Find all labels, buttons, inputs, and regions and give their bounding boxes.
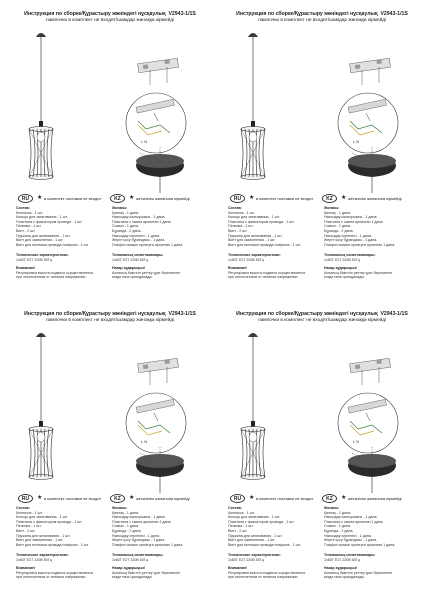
star-icon: ★ [129, 495, 135, 501]
ru-kit-item: Винт для заземления - 1 шт. [16, 538, 64, 543]
kz-warning-line: Аспаның биіктігін реттеу қуат берілмеген [112, 270, 181, 275]
instruction-sheet-top-right [222, 5, 422, 295]
ru-warning [228, 566, 305, 580]
kz-kit-item: Нығыздау шығыршығы - 1 дана. [324, 215, 378, 220]
instruction-sheet-bottom-right [222, 305, 422, 595]
kz-kit-item: Бұранда - 2 дана. [112, 228, 142, 233]
kz-kit-item: Жерге қосу бұрандасы - 1 дана. [324, 238, 378, 243]
kz-warning-heading: Назар аударыңыз! [324, 566, 358, 570]
kz-kit-item: Қалпақ - 1 дана. [324, 210, 351, 215]
ru-warning-line: Регулировка высоты подвеса осуществляется [16, 570, 94, 575]
ru-kit-item: Пелинка - 1 шт. [228, 224, 254, 229]
kz-warning-line: кезде ғана орындалады. [112, 275, 153, 280]
language-flags-row [224, 494, 420, 504]
ru-kit-item: Винт - 2 шт. [16, 228, 36, 233]
sheet-header [10, 11, 210, 24]
kz-kit-list [324, 206, 395, 247]
ru-badge: RU [18, 494, 33, 503]
svg-text:L N: L N [353, 139, 360, 144]
sheet-title: Инструкция по сборке/Құрастыру жөніндегі нұсқаулық [24, 11, 166, 17]
bulbs-not-included-note: лампочки в комплект не входят/шамдар жинаққа кірмейді [45, 317, 175, 323]
kz-kit-item: Нығыздау серіппесі - 1 дана. [324, 233, 372, 238]
kz-warning-heading: Назар аударыңыз! [324, 266, 358, 270]
ru-specs-heading: Технические характеристики: [16, 553, 69, 557]
kz-kit-item: Сомын - 1 дана. [112, 524, 139, 529]
kz-kit-item: Сомын - 1 дана. [324, 524, 351, 529]
ru-kit-item: Винт для монтажа провода плафона - 1 шт. [16, 242, 89, 247]
star-icon: ★ [37, 195, 43, 201]
kz-not-included-note: жеткізілім жинағына кірмейді [348, 196, 402, 201]
ru-kit-heading: Состав: [16, 506, 30, 510]
bulb-shape [249, 432, 257, 442]
lamp-socket [251, 121, 255, 127]
kz-kit-heading: Жинағы: [112, 206, 128, 210]
ru-warning [16, 566, 93, 580]
kz-specs-value: 1x60Т Е27 220В 50Гц [112, 257, 148, 262]
ru-kit-item: Пружина для затягивания - 1 шт. [228, 533, 283, 538]
ru-kit-item: Пластина с фиксатором провода - 1 шт. [228, 519, 295, 524]
ru-warning-line: при отключенном от питания напряжении. [16, 275, 87, 280]
ru-kit-item: Колпачок - 1 шт. [228, 510, 255, 515]
kz-kit-item: Нығыздау серіппесі - 1 дана. [112, 533, 160, 538]
bulbs-not-included-note: лампочки в комплект не входят/шамдар жинаққа кірмейді [45, 17, 175, 23]
kz-kit-list [324, 506, 395, 547]
sheet-title: Инструкция по сборке/Құрастыру жөніндегі нұсқаулық [236, 311, 378, 317]
kz-kit-item: Жерге қосу бұрандасы - 1 дана. [324, 538, 378, 543]
ru-specs-value: 1x60Т Е27 220В 50Гц [16, 557, 52, 562]
ru-kit-list [228, 206, 301, 247]
kz-kit-item: Бұранда - 2 дана. [324, 228, 354, 233]
kz-kit-item: Бұранда - 2 дана. [324, 528, 354, 533]
ru-specs [228, 253, 281, 262]
ru-warning-heading: Внимание! [16, 566, 36, 570]
kz-specs [112, 553, 164, 562]
kz-kit-item: Бұранда - 2 дана. [112, 528, 142, 533]
kz-kit-item: Қалпақ - 1 дана. [112, 510, 139, 515]
ceiling-canopy [248, 333, 258, 337]
kz-kit-item: Нығыздау серіппесі - 1 дана. [112, 233, 160, 238]
kz-warning-line: кезде ғана орындалады. [112, 575, 153, 580]
kz-kit-item: Плафон сымын орнатуға арналған 1 дана. [324, 542, 396, 547]
kz-warning [324, 266, 392, 280]
ru-kit-heading: Состав: [228, 206, 242, 210]
mounting-bracket-drawing [350, 358, 391, 385]
ru-kit-item: Пелинка - 1 шт. [16, 524, 42, 529]
ru-warning-heading: Внимание! [16, 266, 36, 270]
ru-warning-line: Регулировка высоты подвеса осуществляется [228, 570, 306, 575]
kz-kit-list [112, 506, 183, 547]
model-number: V2943-1/1S [168, 11, 196, 17]
ru-kit-item: Пружина для затягивания - 1 шт. [16, 533, 71, 538]
ceiling-canopy [248, 33, 258, 37]
ru-kit-item: Пластина с фиксатором провода - 1 шт. [16, 519, 83, 524]
ru-kit-item: Кольцо для затягивания - 1 шт. [16, 215, 68, 220]
kz-kit-item: Пластина с сымға арналған 1 дана. [324, 519, 384, 524]
kz-warning-heading: Назар аударыңыз! [112, 566, 146, 570]
ru-kit-item: Кольцо для затягивания - 1 шт. [16, 515, 68, 520]
kz-specs-heading: Техникалық сипаттамалары: [112, 553, 164, 557]
ru-kit-item: Винт - 2 шт. [228, 228, 248, 233]
kz-specs-value: 1x60Т Е27 220В 50Гц [324, 257, 360, 262]
ru-specs [228, 553, 281, 562]
bulb-shape [249, 132, 257, 142]
ru-kit-item: Винт - 2 шт. [16, 528, 36, 533]
star-icon: ★ [341, 495, 347, 501]
kz-warning-line: кезде ғана орындалады. [324, 575, 365, 580]
language-flags-row [12, 494, 208, 504]
canopy-assembly-drawing [348, 447, 396, 493]
kz-kit-item: Плафон сымын орнатуға арналған 1 дана. [112, 542, 184, 547]
kz-specs [324, 553, 376, 562]
ru-warning-line: при отключенном от питания напряжении. [228, 575, 299, 580]
product-illustration [222, 25, 422, 195]
wiring-detail-circle [126, 93, 186, 153]
ru-specs [16, 553, 69, 562]
lamp-socket [39, 421, 43, 427]
mounting-bracket-drawing [138, 358, 179, 385]
kz-warning-line: Аспаның биіктігін реттеу қуат берілмеген [324, 270, 393, 275]
ru-kit-item: Пружина для затягивания - 1 шт. [228, 233, 283, 238]
ru-kit-item: Пластина с фиксатором провода - 1 шт. [16, 219, 83, 224]
kz-badge: KZ [110, 194, 125, 203]
kz-kit-item: Сомын - 1 дана. [112, 224, 139, 229]
svg-text:L N: L N [353, 439, 360, 444]
ru-kit-list [228, 506, 301, 547]
bulbs-not-included-note: лампочки в комплект не входят/шамдар жинаққа кірмейді [257, 17, 387, 23]
kz-kit-item: Пластина с сымға арналған 1 дана. [112, 219, 172, 224]
star-icon: ★ [129, 195, 135, 201]
lamp-socket [39, 121, 43, 127]
ru-kit-item: Винт для монтажа провода плафона - 1 шт. [16, 542, 89, 547]
instruction-sheet-bottom-left [10, 305, 210, 595]
ru-warning [16, 266, 93, 280]
svg-text:L N: L N [141, 439, 148, 444]
ru-kit-item: Винт для монтажа провода плафона - 1 шт. [228, 242, 301, 247]
ru-kit-item: Пелинка - 1 шт. [16, 224, 42, 229]
bulb-shape [37, 132, 45, 142]
ru-warning-line: Регулировка высоты подвеса осуществляется [16, 270, 94, 275]
kz-kit-heading: Жинағы: [324, 506, 340, 510]
kz-kit-item: Нығыздау серіппесі - 1 дана. [324, 533, 372, 538]
product-illustration [10, 325, 210, 495]
kz-specs-heading: Техникалық сипаттамалары: [324, 253, 376, 257]
kz-warning [324, 566, 392, 580]
kz-specs [324, 253, 376, 262]
instruction-sheet-top-left [10, 5, 210, 295]
svg-text:L N: L N [141, 139, 148, 144]
kz-badge: KZ [322, 494, 337, 503]
kz-specs [112, 253, 164, 262]
ru-specs-heading: Технические характеристики: [228, 553, 281, 557]
model-number: V2943-1/1S [380, 11, 408, 17]
wiring-detail-circle [126, 393, 186, 453]
ru-kit-item: Винт для заземления - 1 шт. [16, 238, 64, 243]
ru-specs-value: 1x60Т Е27 220В 50Гц [228, 257, 264, 262]
kz-kit-item: Нығыздау шығыршығы - 1 дана. [112, 515, 166, 520]
language-flags-row [12, 194, 208, 204]
kz-kit-item: Пластина с сымға арналған 1 дана. [324, 219, 384, 224]
ru-specs [16, 253, 69, 262]
wiring-detail-circle [338, 393, 398, 453]
star-icon: ★ [37, 495, 43, 501]
ru-warning-heading: Внимание! [228, 566, 248, 570]
ru-kit-list [16, 206, 89, 247]
kz-specs-value: 1x60Т Е27 220В 50Гц [324, 557, 360, 562]
language-flags-row [224, 194, 420, 204]
ru-warning-line: при отключенном от питания напряжении. [16, 575, 87, 580]
bulb-shape [37, 432, 45, 442]
ru-badge: RU [230, 494, 245, 503]
kz-kit-item: Пластина с сымға арналған 1 дана. [112, 519, 172, 524]
ru-badge: RU [230, 194, 245, 203]
ru-warning-line: Регулировка высоты подвеса осуществляется [228, 270, 306, 275]
pendant-lamp-drawing [29, 33, 53, 180]
kz-not-included-note: жеткізілім жинағына кірмейді [136, 196, 190, 201]
sheet-header [10, 311, 210, 324]
ru-not-included-note: в комплект поставки не входит [256, 496, 314, 501]
mounting-bracket-drawing [350, 58, 391, 85]
ru-kit-item: Пружина для затягивания - 1 шт. [16, 233, 71, 238]
star-icon: ★ [249, 495, 255, 501]
ru-kit-heading: Состав: [16, 206, 30, 210]
kz-warning [112, 566, 180, 580]
kz-specs-heading: Техникалық сипаттамалары: [324, 553, 376, 557]
kz-badge: KZ [110, 494, 125, 503]
ceiling-canopy [36, 333, 46, 337]
kz-kit-item: Сомын - 1 дана. [324, 224, 351, 229]
kz-kit-item: Нығыздау шығыршығы - 1 дана. [112, 215, 166, 220]
kz-badge: KZ [322, 194, 337, 203]
sheet-title: Инструкция по сборке/Құрастыру жөніндегі нұсқаулық [236, 11, 378, 17]
kz-warning-heading: Назар аударыңыз! [112, 266, 146, 270]
ru-not-included-note: в комплект поставки не входит [44, 196, 102, 201]
kz-specs-heading: Техникалық сипаттамалары: [112, 253, 164, 257]
ru-badge: RU [18, 194, 33, 203]
kz-kit-item: Плафон сымын орнатуға арналған 1 дана. [112, 242, 184, 247]
ru-kit-item: Винт для заземления - 1 шт. [228, 238, 276, 243]
ru-kit-item: Винт для заземления - 1 шт. [228, 538, 276, 543]
ru-kit-item: Пелинка - 1 шт. [228, 524, 254, 529]
ru-kit-heading: Состав: [228, 506, 242, 510]
star-icon: ★ [341, 195, 347, 201]
ru-specs-heading: Технические характеристики: [228, 253, 281, 257]
canopy-assembly-drawing [348, 147, 396, 193]
kz-warning [112, 266, 180, 280]
product-illustration [10, 25, 210, 195]
kz-kit-list [112, 206, 183, 247]
lamp-socket [251, 421, 255, 427]
ru-kit-list [16, 506, 89, 547]
ru-specs-value: 1x60Т Е27 220В 50Гц [228, 557, 264, 562]
ru-specs-heading: Технические характеристики: [16, 253, 69, 257]
kz-kit-item: Плафон сымын орнатуға арналған 1 дана. [324, 242, 396, 247]
kz-warning-line: кезде ғана орындалады. [324, 275, 365, 280]
ceiling-canopy [36, 33, 46, 37]
sheet-header [222, 11, 422, 24]
ru-kit-item: Пластина с фиксатором провода - 1 шт. [228, 219, 295, 224]
kz-kit-item: Жерге қосу бұрандасы - 1 дана. [112, 538, 166, 543]
kz-warning-line: Аспаның биіктігін реттеу қуат берілмеген [112, 570, 181, 575]
kz-kit-heading: Жинағы: [324, 206, 340, 210]
pendant-lamp-drawing [241, 333, 265, 480]
ru-not-included-note: в комплект поставки не входит [44, 496, 102, 501]
kz-kit-item: Нығыздау шығыршығы - 1 дана. [324, 515, 378, 520]
ru-warning-line: при отключенном от питания напряжении. [228, 275, 299, 280]
kz-kit-heading: Жинағы: [112, 506, 128, 510]
kz-not-included-note: жеткізілім жинағына кірмейді [136, 496, 190, 501]
canopy-assembly-drawing [136, 147, 184, 193]
kz-specs-value: 1x60Т Е27 220В 50Гц [112, 557, 148, 562]
pendant-lamp-drawing [241, 33, 265, 180]
sheet-header [222, 311, 422, 324]
pendant-lamp-drawing [29, 333, 53, 480]
ru-kit-item: Колпачок - 1 шт. [16, 210, 43, 215]
ru-specs-value: 1x60Т Е27 220В 50Гц [16, 257, 52, 262]
bulbs-not-included-note: лампочки в комплект не входят/шамдар жинаққа кірмейді [257, 317, 387, 323]
ru-kit-item: Колпачок - 1 шт. [16, 510, 43, 515]
kz-warning-line: Аспаның биіктігін реттеу қуат берілмеген [324, 570, 393, 575]
kz-kit-item: Жерге қосу бұрандасы - 1 дана. [112, 238, 166, 243]
ru-not-included-note: в комплект поставки не входит [256, 196, 314, 201]
ru-kit-item: Кольцо для затягивания - 1 шт. [228, 215, 280, 220]
kz-kit-item: Қалпақ - 1 дана. [112, 210, 139, 215]
ru-kit-item: Винт для монтажа провода плафона - 1 шт. [228, 542, 301, 547]
ru-warning-heading: Внимание! [228, 266, 248, 270]
model-number: V2943-1/1S [168, 311, 196, 317]
ru-kit-item: Колпачок - 1 шт. [228, 210, 255, 215]
canopy-assembly-drawing [136, 447, 184, 493]
ru-kit-item: Кольцо для затягивания - 1 шт. [228, 515, 280, 520]
wiring-detail-circle [338, 93, 398, 153]
sheet-title: Инструкция по сборке/Құрастыру жөніндегі нұсқаулық [24, 311, 166, 317]
mounting-bracket-drawing [138, 58, 179, 85]
ru-kit-item: Винт - 2 шт. [228, 528, 248, 533]
product-illustration [222, 325, 422, 495]
kz-not-included-note: жеткізілім жинағына кірмейді [348, 496, 402, 501]
model-number: V2943-1/1S [380, 311, 408, 317]
star-icon: ★ [249, 195, 255, 201]
ru-warning [228, 266, 305, 280]
kz-kit-item: Қалпақ - 1 дана. [324, 510, 351, 515]
